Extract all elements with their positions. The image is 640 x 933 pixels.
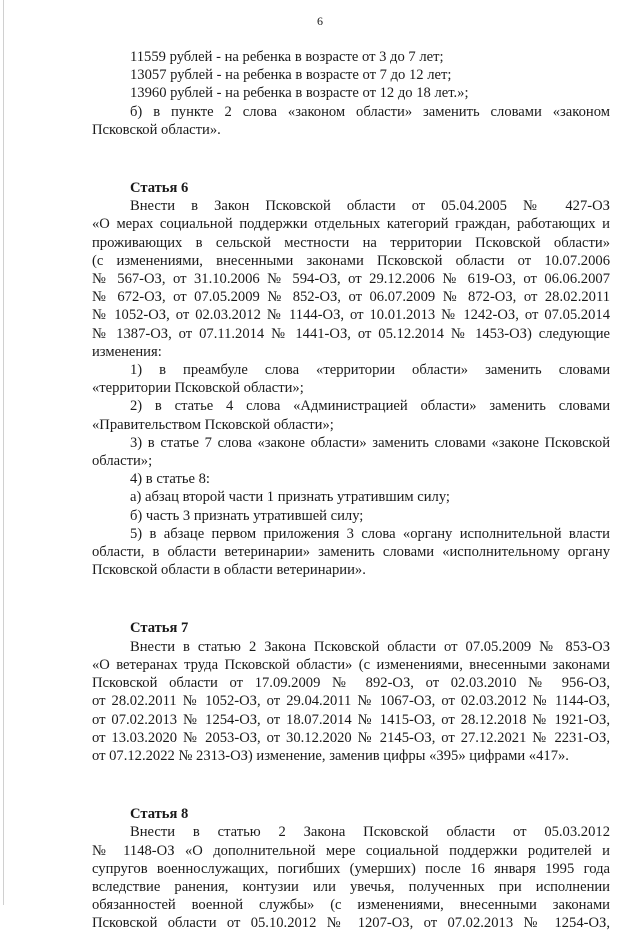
article-6-line: № 1387-ОЗ, от 07.11.2014 № 1441-ОЗ, от 05.12.2014 № 1453-ОЗ) следующие <box>92 325 610 342</box>
article-7-line: от 13.03.2020 № 2053-ОЗ, от 30.12.2020 № 2145-ОЗ, от 27.12.2021 № 2231-ОЗ, <box>92 729 610 746</box>
article-7-title: Статья 7 <box>130 620 189 637</box>
article-7-line: Внести в статью 2 Закона Псковской области от 07.05.2009 № 853-ОЗ <box>130 638 610 655</box>
document-body <box>92 48 610 933</box>
article-8-line: Внести в статью 2 Закона Псковской области от 05.03.2012 <box>130 824 610 841</box>
article-6-item: 1) в преамбуле слова «территории области» заменить словами <box>130 362 610 379</box>
article-6-item: 4) в статье 8: <box>130 471 210 488</box>
item-b-line: б) в пункте 2 слова «законом области» заменить словами «законом <box>130 103 610 120</box>
article-6-item: 5) в абзаце первом приложения 3 слова «органу исполнительной власти <box>130 525 610 542</box>
item-b-line: Псковской области». <box>92 121 221 138</box>
benefit-line: 11559 рублей - на ребенка в возрасте от 3 до 7 лет; <box>130 49 444 65</box>
article-6-item: а) абзац второй части 1 признать утратившим силу; <box>130 489 450 506</box>
benefit-line: 13057 рублей - на ребенка в возрасте от 7 до 12 лет; <box>130 67 452 84</box>
article-6-line: Внести в Закон Псковской области от 05.04.2005 № 427-ОЗ <box>130 198 610 215</box>
article-6-item: «территории Псковской области»; <box>92 380 304 397</box>
article-6-line: проживающих в сельской местности на территории Псковской области» <box>92 234 610 251</box>
page-number: 6 <box>317 14 323 28</box>
article-6-line: № 1052-ОЗ, от 02.03.2012 № 1144-ОЗ, от 10.01.2013 № 1242-ОЗ, от 07.05.2014 <box>92 307 610 324</box>
article-6-line: (с изменениями, внесенными законами Псковской области от 10.07.2006 <box>92 252 610 269</box>
article-8-line: супругов военнослужащих, погибших (умерших) после 16 января 1995 года <box>92 860 610 877</box>
article-7-line: от 28.02.2011 № 1052-ОЗ, от 29.04.2011 № 1067-ОЗ, от 02.03.2012 № 1144-ОЗ, <box>92 693 610 710</box>
article-8-line: Псковской области от 05.10.2012 № 1207-ОЗ, от 07.02.2013 № 1254-ОЗ, <box>92 915 610 932</box>
article-6-item: 2) в статье 4 слова «Администрацией области» заменить словами <box>130 398 610 415</box>
article-7-line: «О ветеранах труда Псковской области» (с изменениями, внесенными законами <box>92 656 610 673</box>
article-6-item: области»; <box>92 453 153 470</box>
article-6-line: «О мерах социальной поддержки отдельных категорий граждан, работающих и <box>92 216 610 233</box>
article-6-line: изменения: <box>92 343 162 360</box>
article-8-title: Статья 8 <box>130 806 189 823</box>
benefit-line: 13960 рублей - на ребенка в возрасте от 12 до 18 лет.»; <box>130 85 469 102</box>
article-6-item: 3) в статье 7 слова «законе области» заменить словами «законе Псковской <box>130 434 610 451</box>
article-8-line: № 1148-ОЗ «О дополнительной мере социальной поддержки родителей и <box>92 842 610 859</box>
article-6-item: Псковской области в области ветеринарии». <box>92 562 366 579</box>
article-6-line: № 567-ОЗ, от 31.10.2006 № 594-ОЗ, от 29.12.2006 № 619-ОЗ, от 06.06.2007 <box>92 271 610 288</box>
article-6-title: Статья 6 <box>130 180 189 197</box>
article-7-line: от 07.02.2013 № 1254-ОЗ, от 18.07.2014 № 1415-ОЗ, от 28.12.2018 № 1921-ОЗ, <box>92 711 610 728</box>
article-7-line: от 07.12.2022 № 2313-ОЗ) изменение, заменив цифры «395» цифрами «417». <box>92 747 569 764</box>
article-6-item: «Правительством Псковской области»; <box>92 416 334 433</box>
article-6-line: № 672-ОЗ, от 07.05.2009 № 852-ОЗ, от 06.07.2009 № 872-ОЗ, от 28.02.2011 <box>92 289 610 306</box>
article-6-item: области, в области ветеринарии» заменить словами «исполнительному органу <box>92 544 610 561</box>
article-6-item: б) часть 3 признать утратившей силу; <box>130 507 364 524</box>
article-7-line: Псковской области от 17.09.2009 № 892-ОЗ, от 02.03.2010 № 956-ОЗ, <box>92 675 610 692</box>
article-8-line: вследствие ранения, контузии или увечья, полученных при исполнении <box>92 878 610 895</box>
article-8-line: обязанностей военной службы» (с изменениями, внесенными законами <box>92 897 610 914</box>
scan-edge-line <box>3 0 4 905</box>
